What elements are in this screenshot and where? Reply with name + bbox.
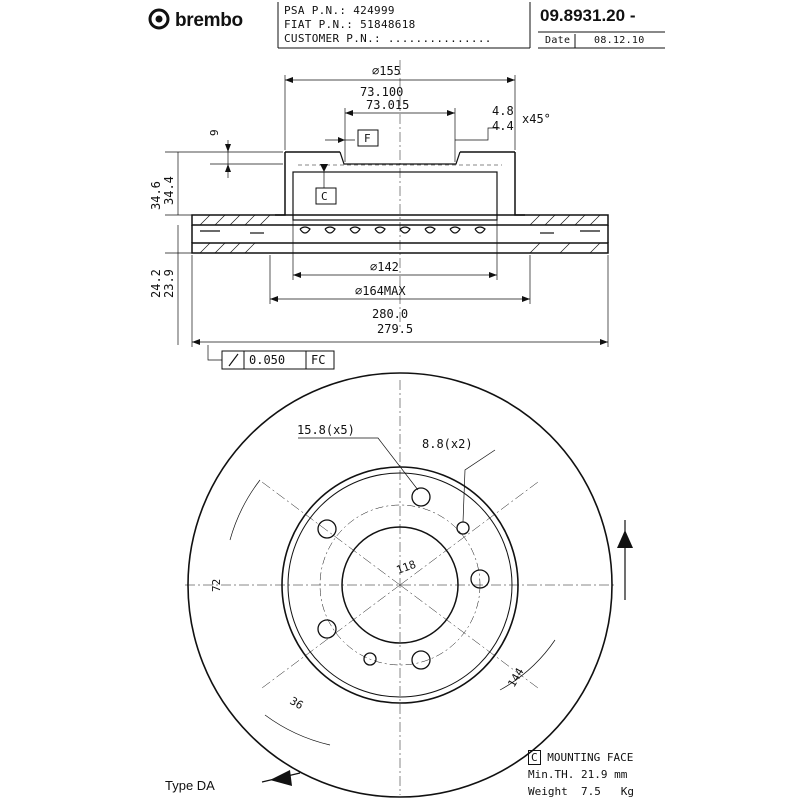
chamfer-angle-label: x45° — [522, 112, 551, 126]
part-number-value: 09.8931.20 — [540, 6, 626, 25]
angle-72-label: 72 — [210, 578, 223, 592]
mounting-symbol: C — [528, 750, 541, 765]
runout-datum: FC — [311, 353, 326, 367]
date-value: 08.12.10 — [594, 35, 645, 46]
customer-row — [284, 32, 492, 45]
weight-row — [528, 785, 634, 798]
thickness-min-label: 23.9 — [162, 269, 176, 298]
dia-164-label: ⌀164MAX — [355, 284, 406, 298]
chamfer-max-label: 4.8 — [492, 104, 514, 118]
dia-155-label: ⌀155 — [372, 64, 401, 78]
dia-bore-min-label: 73.015 — [366, 98, 410, 112]
weight-unit: Kg — [620, 785, 634, 798]
mounting-face-note — [528, 751, 633, 764]
min-th-unit: mm — [614, 768, 628, 781]
hat-offset-label: 9 — [208, 129, 221, 136]
weight-label: Weight — [528, 785, 568, 798]
dia-bore-max-label: 73.100 — [360, 85, 404, 99]
angle-36-label: 36 — [287, 694, 306, 713]
fiat-label: FIAT P.N.: — [284, 18, 354, 31]
pin-holes-label: 8.8(x2) — [422, 437, 473, 451]
fiat-value: 51848618 — [360, 18, 416, 31]
height-max-label: 34.6 — [149, 181, 163, 210]
thickness-max-label: 24.2 — [149, 269, 163, 298]
weight-value: 7.5 — [581, 785, 601, 798]
type-label: Type DA — [165, 778, 215, 793]
dia-outer-min-label: 279.5 — [377, 322, 414, 336]
mounting-text: MOUNTING FACE — [547, 751, 634, 764]
pcd-label: 118 — [394, 557, 418, 577]
angle-144-label: 144 — [505, 665, 527, 690]
customer-label: CUSTOMER P.N.: — [284, 32, 381, 45]
min-th-value: 21.9 — [580, 768, 608, 781]
part-number-suffix: - — [629, 6, 636, 25]
rotation-arrow-right — [617, 520, 633, 600]
height-min-label: 34.4 — [162, 176, 176, 205]
bolt-holes-label: 15.8(x5) — [297, 423, 355, 437]
part-number — [540, 6, 636, 26]
chamfer-min-label: 4.4 — [492, 119, 514, 133]
min-th-label: Min.TH. — [528, 768, 575, 781]
runout-value: 0.050 — [249, 353, 286, 367]
datum-f-label: F — [364, 132, 371, 145]
datum-c-label: C — [321, 190, 328, 203]
dia-142-label: ⌀142 — [370, 260, 399, 274]
psa-row — [284, 4, 395, 17]
psa-value: 424999 — [353, 4, 395, 17]
min-thickness-row — [528, 768, 627, 781]
fiat-row — [284, 18, 416, 31]
psa-label: PSA P.N.: — [284, 4, 347, 17]
rotation-arrow-bottom — [262, 770, 300, 786]
front-view — [185, 373, 615, 797]
dia-outer-max-label: 280.0 — [372, 307, 409, 321]
customer-value: ............... — [387, 32, 492, 45]
brand-name: brembo — [174, 10, 243, 31]
date-label: Date — [545, 35, 571, 46]
